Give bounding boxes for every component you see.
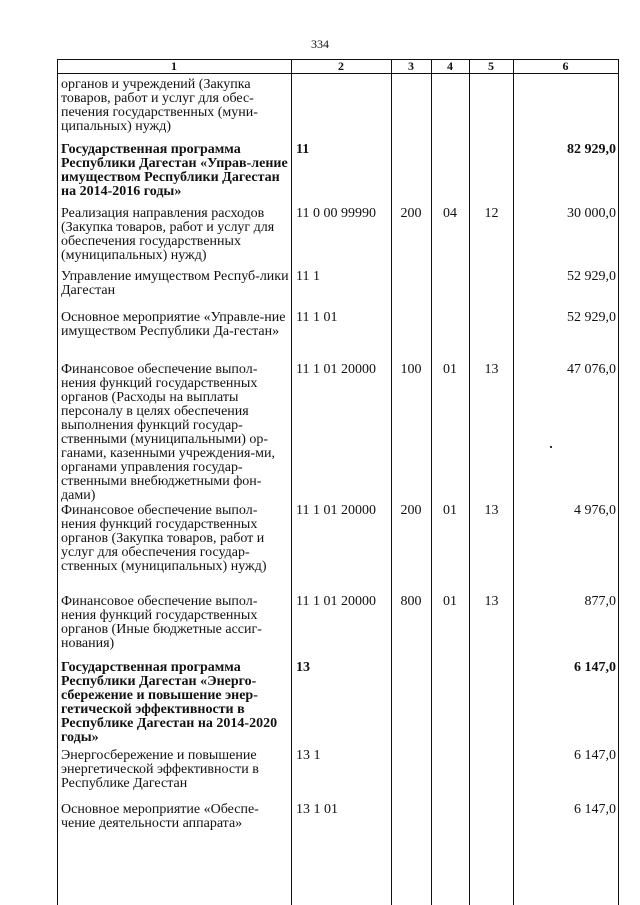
row-name-cell: Финансовое обеспечение выпол-нения функций государственных органов (Закупка товаров, работ и услуг для обеспечения государ-ственных (муниципальных) нужд) <box>61 503 267 574</box>
row-code-cell: 13 1 01 <box>296 802 338 817</box>
row-name-cell: Государственная программа Республики Дагестан «Управ-ление имуществом Республики Дагестан на 2014-2016 годы» <box>61 142 288 199</box>
row-amount-cell: 877,0 <box>584 594 616 609</box>
row-col5-cell: 13 <box>484 594 499 609</box>
row-col4-cell: 01 <box>443 594 457 609</box>
column-divider <box>469 59 470 905</box>
row-col3-cell: 200 <box>400 206 422 221</box>
row-code-cell: 11 1 01 20000 <box>296 362 376 377</box>
row-code-cell: 11 <box>296 142 310 157</box>
row-amount-cell: 6 147,0 <box>574 802 616 817</box>
column-divider <box>431 59 432 905</box>
row-code-cell: 11 1 01 <box>296 310 338 325</box>
row-col5-cell: 13 <box>484 362 499 377</box>
row-name-cell: Основное мероприятие «Управле-ние имуществом Республики Да-гестан» <box>61 310 286 339</box>
row-amount-cell: 6 147,0 <box>574 748 616 763</box>
budget-table <box>57 59 619 905</box>
column-divider <box>291 59 292 905</box>
row-code-cell: 11 1 01 20000 <box>296 594 376 609</box>
scan-mark <box>550 446 552 448</box>
header-col-4: 4 <box>447 59 453 73</box>
row-amount-cell: 52 929,0 <box>567 310 616 325</box>
row-name-cell: Финансовое обеспечение выпол-нения функций государственных органов (Иные бюджетные ассиг-нования) <box>61 594 262 651</box>
row-col5-cell: 12 <box>484 206 499 221</box>
row-col3-cell: 100 <box>400 362 422 377</box>
row-name-cell: Государственная программа Республики Дагестан «Энерго-сбережение и повышение энер-гетической эффективности в Республике Дагестан на 2014-2020 годы» <box>61 660 278 745</box>
row-name-cell: органов и учреждений (Закупка товаров, работ и услуг для обес-печения государственных (муни-ципальных) нужд) <box>61 77 258 134</box>
header-col-5: 5 <box>488 59 494 73</box>
header-bottom-border <box>57 73 619 74</box>
row-code-cell: 13 <box>296 660 310 675</box>
row-name-cell: Энергосбережение и повышение энергетической эффективности в Республике Дагестан <box>61 748 259 791</box>
row-amount-cell: 47 076,0 <box>567 362 616 377</box>
row-col3-cell: 800 <box>400 594 422 609</box>
row-code-cell: 13 1 <box>296 748 321 763</box>
row-amount-cell: 6 147,0 <box>574 660 616 675</box>
row-name-cell: Основное мероприятие «Обеспе-чение деятельности аппарата» <box>61 802 259 831</box>
header-col-3: 3 <box>408 59 414 73</box>
row-col3-cell: 200 <box>400 503 422 518</box>
row-col5-cell: 13 <box>484 503 499 518</box>
header-col-1: 1 <box>171 59 177 73</box>
row-col4-cell: 01 <box>443 362 457 377</box>
row-col4-cell: 04 <box>443 206 457 221</box>
row-col4-cell: 01 <box>443 503 457 518</box>
row-name-cell: Управление имуществом Респуб-лики Дагестан <box>61 269 289 298</box>
row-code-cell: 11 1 01 20000 <box>296 503 376 518</box>
row-amount-cell: 4 976,0 <box>574 503 616 518</box>
row-amount-cell: 82 929,0 <box>567 142 616 157</box>
column-divider <box>391 59 392 905</box>
row-amount-cell: 52 929,0 <box>567 269 616 284</box>
row-name-cell: Финансовое обеспечение выпол-нения функций государственных органов (Расходы на выплаты персоналу в целях обеспечения выполнения функций государ-ственными (муниципальными) ор-ганами, казенными учреждения-ми, органами управления государ-ственными внебюджетными фон-дами) <box>61 362 276 503</box>
row-amount-cell: 30 000,0 <box>567 206 616 221</box>
page-number: 334 <box>311 37 329 51</box>
row-code-cell: 11 1 <box>296 269 320 284</box>
column-divider <box>618 59 619 905</box>
row-code-cell: 11 0 00 99990 <box>296 206 376 221</box>
header-col-2: 2 <box>338 59 344 73</box>
row-name-cell: Реализация направления расходов (Закупка товаров, работ и услуг для обеспечения государственных (муниципальных) нужд) <box>61 206 275 263</box>
column-divider <box>57 59 58 905</box>
column-divider <box>513 59 514 905</box>
header-col-6: 6 <box>562 59 569 73</box>
